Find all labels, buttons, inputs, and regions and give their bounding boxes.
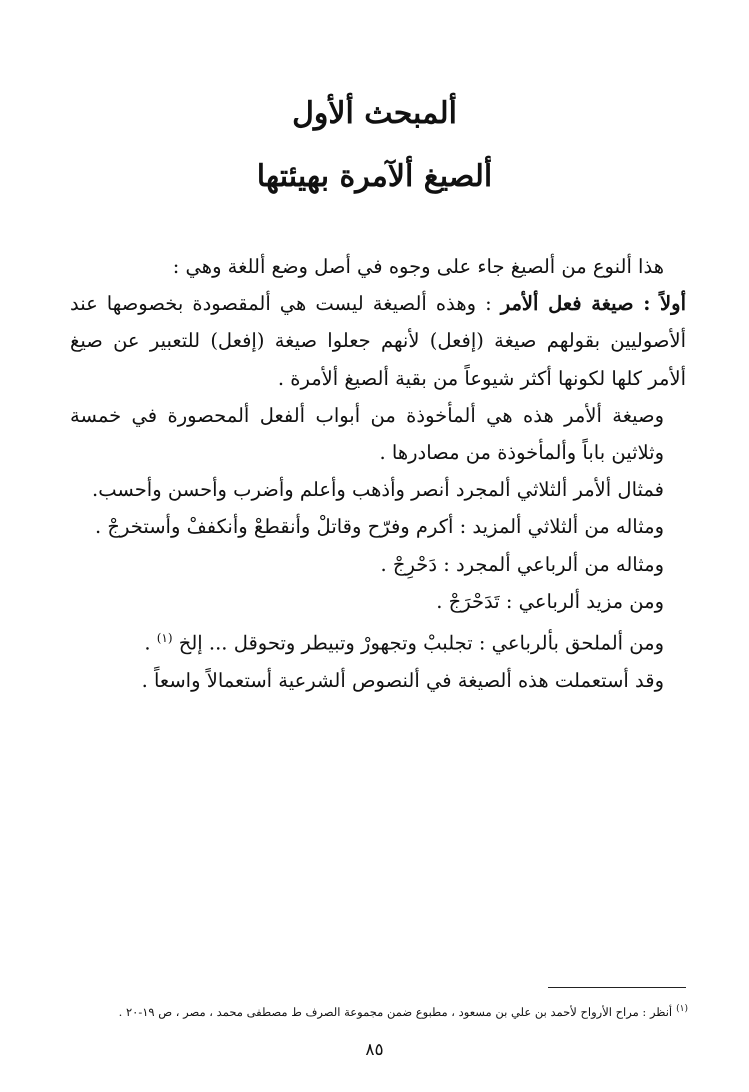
example-line-5 (70, 620, 686, 662)
footnote-divider (548, 987, 686, 988)
example-line-1: فمثال ألأمر ألثلاثي ألمجرد أنصر وأذهب وأعلم وأضرب وأحسن وأحسب. (92, 478, 664, 502)
first-lead: أولاً : صيغة فعل ألأمر (500, 292, 686, 316)
example-line-5-end: . (144, 631, 157, 655)
footnote (60, 1000, 688, 1021)
example-line-5-text: ومن ألملحق بألرباعي : تجلببْ وتجهورْ وتبيطر وتحوقل ... إلخ (178, 631, 664, 655)
section-title: ألمبحث ألأول (292, 96, 457, 131)
footnote-text: أنظر : مراح الأرواح لأحمد بن علي بن مسعود ، مطبوع ضمن مجموعة الصرف ط مصطفى محمد ، مصر ، ص ١٩-٢٠ . (118, 1004, 673, 1019)
second-paragraph: وصيغة ألأمر هذه هي ألمأخوذة من أبواب ألفعل ألمحصورة في خمسة وثلاثين باباً وألمأخوذة من مصادرها . (70, 403, 664, 465)
page-number: ٨٥ (365, 1040, 384, 1060)
section-subtitle: ألصيغ ألآمرة بهيئتها (256, 159, 493, 194)
first-paragraph (70, 285, 686, 397)
example-line-4: ومن مزيد ألرباعي : تَدَحْرَجْ . (436, 589, 664, 613)
footnote-marker: (١) (676, 1004, 688, 1014)
body-text (70, 248, 686, 699)
footnote-reference[interactable]: (١) (156, 631, 173, 646)
example-line-3: ومثاله من ألرباعي ألمجرد : دَحْرِجْ . (380, 552, 664, 576)
intro-paragraph: هذا ألنوع من ألصيغ جاء على وجوه في أصل وضع أللغة وهي : (172, 255, 664, 278)
first-rest: : وهذه ألصيغة ليست هي ألمقصودة بخصوصها عند ألأصوليين بقولهم صيغة (إفعل) لأنهم جعلوا صيغة (إفعل) للتعبير عن صيغ ألأمر كلها لكونها أكثر شيوعاً من بقية ألصيغ ألأمرة . (70, 292, 686, 390)
example-line-2: ومثاله من ألثلاثي ألمزيد : أكرم وفرّح وقاتلْ وأنقطعْ وأنكففْ وأستخرجْ . (94, 515, 664, 539)
closing-paragraph: وقد أستعملت هذه ألصيغة في ألنصوص ألشرعية أستعمالاً واسعاً . (141, 668, 664, 692)
